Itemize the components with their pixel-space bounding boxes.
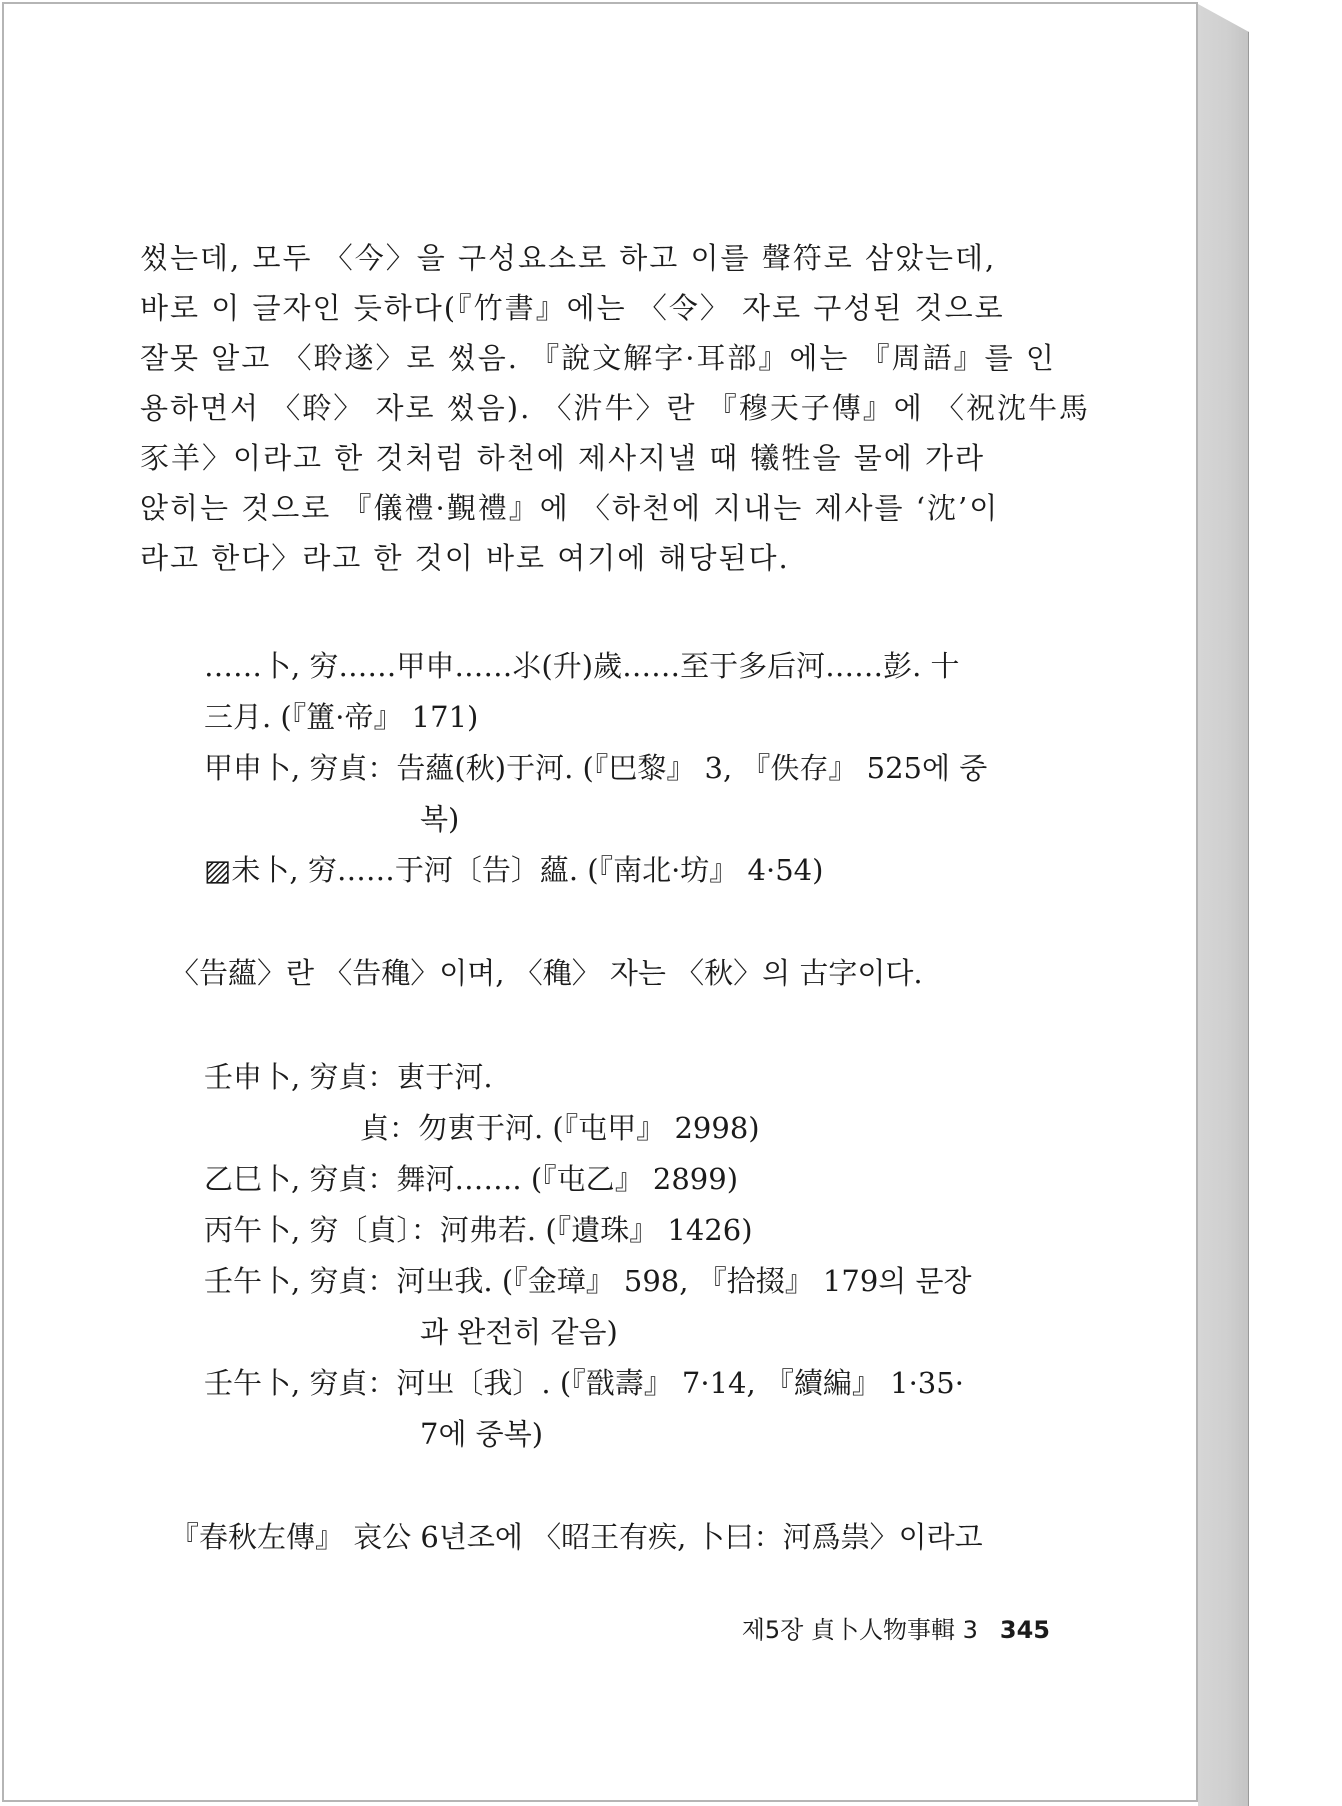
quote-line: 壬申卜, 穷貞：叀于河. (204, 1060, 493, 1094)
body-line: 앉히는 것으로 『儀禮·覲禮』에 〈하천에 지내는 제사를 ‘沈’이 (140, 491, 1000, 525)
body-line: 豕羊〉이라고 한 것처럼 하천에 제사지낼 때 犧牲을 물에 가라 (140, 441, 986, 475)
quote-line: 乙巳卜, 穷貞：舞河……. (『屯乙』 2899) (204, 1162, 739, 1196)
body-line: 『春秋左傳』 哀公 6년조에 〈昭王有疾, 卜曰：河爲祟〉이라고 (170, 1520, 983, 1554)
page-number: 345 (999, 1616, 1050, 1644)
quote-continuation: 과 완전히 같음) (420, 1315, 618, 1349)
body-line: 용하면서 〈聆〉 자로 썼음). 〈沜牛〉란 『穆天子傳』에 〈祝沈牛馬 (140, 391, 1090, 425)
book-edge (1198, 4, 1249, 1806)
quote-line: 壬午卜, 穷貞：河㞢〔我〕. (『戩壽』 7·14, 『續編』 1·35· (204, 1366, 964, 1400)
quote-line: 丙午卜, 穷〔貞〕：河弗若. (『遺珠』 1426) (204, 1213, 753, 1247)
page-footer (640, 1610, 1050, 1645)
quote-continuation: 7에 중복) (420, 1417, 544, 1451)
body-line: 〈告蘊〉란 〈告穐〉이며, 〈穐〉 자는 〈秋〉의 古字이다. (170, 956, 923, 990)
quote-line: 貞：勿叀于河. (『屯甲』 2998) (360, 1111, 760, 1145)
quote-continuation: 복) (420, 802, 460, 836)
body-line: 바로 이 글자인 듯하다(『竹書』에는 〈令〉 자로 구성된 것으로 (140, 291, 1005, 325)
quote-line: 壬午卜, 穷貞：河㞢我. (『金璋』 598, 『拾掇』 179의 문장 (204, 1264, 972, 1298)
running-head: 제5장 貞卜人物事輯 3 (741, 1616, 978, 1644)
quote-line: ▨未卜, 穷……于河〔告〕蘊. (『南北·坊』 4·54) (204, 853, 824, 887)
body-line: 라고 한다〉라고 한 것이 바로 여기에 해당된다. (140, 541, 790, 575)
quote-line: 甲申卜, 穷貞：告蘊(秋)于河. (『巴黎』 3, 『佚存』 525에 중 (204, 751, 988, 785)
body-line: 잘못 알고 〈聆遂〉로 썼음. 『說文解字·耳部』에는 『周語』를 인 (140, 341, 1056, 375)
quote-line: 三月. (『簠·帝』 171) (204, 700, 479, 734)
quote-line: ……卜, 穷……甲申……⺢(升)歲……至于多后河……彭. 十 (204, 649, 960, 683)
body-line: 썼는데, 모두 〈今〉을 구성요소로 하고 이를 聲符로 삼았는데, (140, 241, 997, 275)
